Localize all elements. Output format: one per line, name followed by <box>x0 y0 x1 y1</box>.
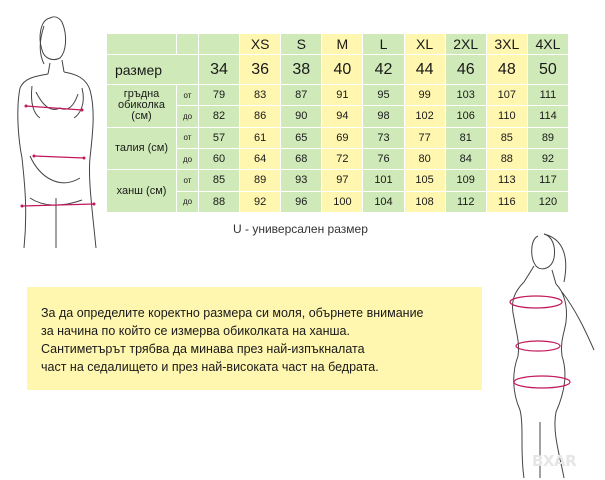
bust-to-value: 110 <box>486 106 527 127</box>
bust-from-value: 79 <box>199 84 240 105</box>
waist-to-value: 76 <box>363 148 404 169</box>
hips-from-value: 109 <box>445 170 486 191</box>
from-label: от <box>177 84 199 105</box>
to-label: до <box>177 106 199 127</box>
bust-from-row <box>107 84 569 105</box>
bust-label: гръдна обиколка (см) <box>107 84 177 127</box>
hips-from-value: 117 <box>527 170 568 191</box>
size-number: 48 <box>486 55 527 84</box>
measuring-instructions-box <box>27 287 482 390</box>
size-label: размер <box>107 55 199 84</box>
size-number: 44 <box>404 55 445 84</box>
waist-from-value: 69 <box>322 127 363 148</box>
hips-to-value: 96 <box>281 191 322 212</box>
bust-from-value: 107 <box>486 84 527 105</box>
instruction-line: част на седалището и през най-високата част на бедрата. <box>41 360 379 374</box>
size-number: 34 <box>199 55 240 84</box>
to-label: до <box>177 191 199 212</box>
hips-to-value: 100 <box>322 191 363 212</box>
hips-to-value: 88 <box>199 191 240 212</box>
size-chart-table <box>106 33 569 213</box>
waist-to-value: 80 <box>404 148 445 169</box>
hips-from-value: 89 <box>240 170 281 191</box>
bust-to-value: 98 <box>363 106 404 127</box>
hips-from-value: 85 <box>199 170 240 191</box>
size-number: 36 <box>240 55 281 84</box>
bust-from-value: 87 <box>281 84 322 105</box>
from-label: от <box>177 127 199 148</box>
waist-to-value: 88 <box>486 148 527 169</box>
to-label: до <box>177 148 199 169</box>
waist-from-value: 61 <box>240 127 281 148</box>
waist-to-value: 68 <box>281 148 322 169</box>
hips-from-value: 105 <box>404 170 445 191</box>
instruction-line: Сантиметърът трябва да минава през най-изпъкналата <box>41 342 365 356</box>
waist-to-value: 84 <box>445 148 486 169</box>
waist-from-row <box>107 127 569 148</box>
size-number: 50 <box>527 55 568 84</box>
bust-from-value: 95 <box>363 84 404 105</box>
size-letter: XL <box>404 34 445 55</box>
bust-to-value: 102 <box>404 106 445 127</box>
size-number: 38 <box>281 55 322 84</box>
waist-from-value: 89 <box>527 127 568 148</box>
size-numbers-row <box>107 55 569 84</box>
header-empty-cell <box>107 34 177 55</box>
hips-from-row <box>107 170 569 191</box>
bust-from-value: 91 <box>322 84 363 105</box>
header-empty-cell <box>177 34 199 55</box>
instruction-line: За да определите коректно размера си моля, обърнете внимание <box>41 306 424 320</box>
size-letter <box>199 34 240 55</box>
bust-from-value: 99 <box>404 84 445 105</box>
hips-to-row <box>107 191 569 212</box>
bust-to-value: 82 <box>199 106 240 127</box>
waist-to-value: 72 <box>322 148 363 169</box>
hips-from-value: 93 <box>281 170 322 191</box>
woman-front-figure <box>0 8 112 258</box>
bust-to-value: 94 <box>322 106 363 127</box>
waist-to-row <box>107 148 569 169</box>
bust-to-value: 90 <box>281 106 322 127</box>
bust-to-value: 86 <box>240 106 281 127</box>
size-letters-row <box>107 34 569 55</box>
size-letter: S <box>281 34 322 55</box>
waist-to-value: 64 <box>240 148 281 169</box>
hips-from-value: 113 <box>486 170 527 191</box>
hips-from-value: 101 <box>363 170 404 191</box>
size-letter: L <box>363 34 404 55</box>
size-number: 42 <box>363 55 404 84</box>
waist-from-value: 77 <box>404 127 445 148</box>
universal-size-note: U - универсален размер <box>233 222 368 236</box>
waist-from-value: 73 <box>363 127 404 148</box>
hips-to-value: 120 <box>527 191 568 212</box>
woman-side-figure <box>490 222 605 480</box>
waist-to-value: 60 <box>199 148 240 169</box>
waist-to-value: 92 <box>527 148 568 169</box>
waist-from-value: 57 <box>199 127 240 148</box>
bust-from-value: 83 <box>240 84 281 105</box>
hips-to-value: 112 <box>445 191 486 212</box>
waist-label: талия (см) <box>107 127 177 170</box>
from-label: от <box>177 170 199 191</box>
instruction-line: за начина по който се измерва обиколката на ханша. <box>41 324 350 338</box>
hips-to-value: 108 <box>404 191 445 212</box>
waist-from-value: 85 <box>486 127 527 148</box>
hips-from-value: 97 <box>322 170 363 191</box>
waist-from-value: 81 <box>445 127 486 148</box>
size-letter: M <box>322 34 363 55</box>
bust-to-value: 106 <box>445 106 486 127</box>
bust-from-value: 111 <box>527 84 568 105</box>
size-number: 40 <box>322 55 363 84</box>
size-number: 46 <box>445 55 486 84</box>
hips-to-value: 104 <box>363 191 404 212</box>
bust-to-value: 114 <box>527 106 568 127</box>
hips-label: ханш (см) <box>107 170 177 213</box>
size-letter: 2XL <box>445 34 486 55</box>
hips-to-value: 116 <box>486 191 527 212</box>
hips-to-value: 92 <box>240 191 281 212</box>
size-letter: 3XL <box>486 34 527 55</box>
size-letter: XS <box>240 34 281 55</box>
watermark-logo: BXAR <box>532 452 577 470</box>
size-letter: 4XL <box>527 34 568 55</box>
bust-to-row <box>107 106 569 127</box>
waist-from-value: 65 <box>281 127 322 148</box>
bust-from-value: 103 <box>445 84 486 105</box>
